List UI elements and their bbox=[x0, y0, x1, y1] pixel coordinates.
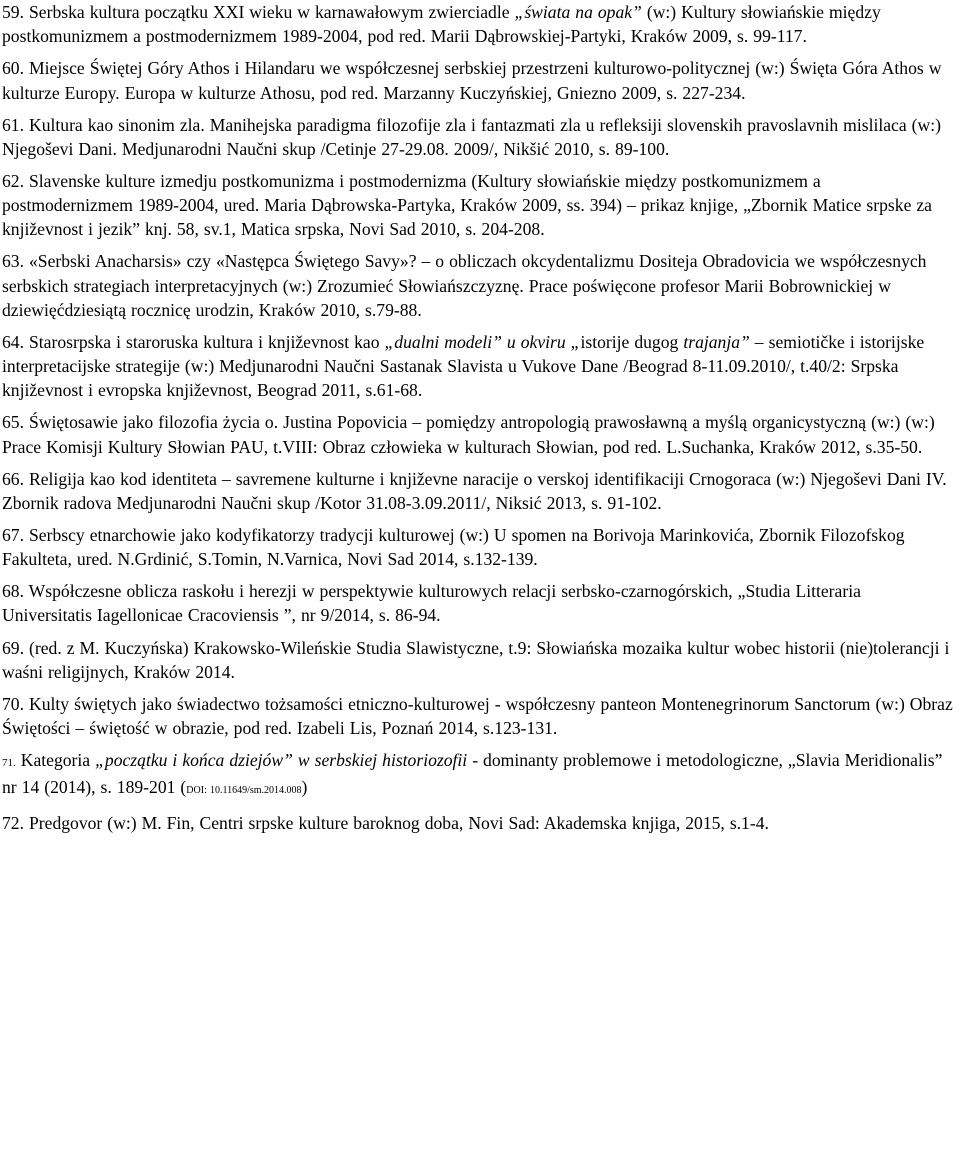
entry-text: Kultura kao sinonim zla. Manihejska paradigma filozofije zla i fantazmati zla u refleksiji slovenskih pravoslavnih mislilaca (w:) Njegoševi Dani. Medjunarodni Naučni skup /Cetinje 27-29.08. 2009/, Nikšić 2010, s. 89-100. bbox=[2, 114, 941, 159]
entry-text: Starosrpska i staroruska kultura i književnost kao bbox=[24, 331, 385, 352]
entry-text: DOI: 10.11649/sm.2014.008 bbox=[186, 785, 302, 797]
entry-text-italic: „dualni modeli” u okviru „ bbox=[384, 331, 581, 352]
entry-text: Kategoria bbox=[15, 750, 96, 771]
entry-text: Kulty świętych jako świadectwo tożsamości etniczno-kulturowej - współczesny panteon Montenegrinorum Sanctorum (w:) Obraz Świętości – świętość w obrazie, pod red. Izabeli Lis, Poznań 2014, s.123-131. bbox=[2, 693, 953, 739]
entry-text: (red. z M. Kuczyńska) Krakowsko-Wileńskie Studia Slawistyczne, t.9: Słowiańska mozaika kultur wobec historii (nie)tolerancji i waśni religijnych, Kraków 2014. bbox=[2, 637, 950, 682]
bibliography-entry bbox=[2, 410, 954, 458]
entry-number: 62. bbox=[2, 170, 24, 191]
bibliography-entry bbox=[2, 0, 954, 48]
entry-text: Serbska kultura początku XXI wieku w karnawałowym zwierciadle bbox=[24, 2, 515, 22]
bibliography-entry bbox=[2, 249, 954, 322]
entry-text: istorije dugog bbox=[580, 331, 684, 352]
entry-text: Świętosawie jako filozofia życia o. Justina Popovicia – pomiędzy antropologią prawosławną a myślą organicystyczną (w:) (w:) Prace Komisji Kultury Słowian PAU, t.VIII: Obraz człowieka w kulturach Słowian, pod red. L.Suchanka, Kraków 2012, s.35-50. bbox=[2, 412, 935, 457]
entry-number: 66. bbox=[2, 468, 24, 489]
bibliography-entry bbox=[2, 56, 954, 104]
entry-number: 61. bbox=[2, 114, 24, 135]
entry-number: 65. bbox=[2, 412, 24, 433]
entry-number: 71. bbox=[2, 757, 16, 770]
bibliography-entry bbox=[2, 748, 954, 803]
entry-text-italic: „świata na opak” bbox=[514, 2, 642, 22]
entry-text: «Serbski Anacharsis» czy «Następca Świętego Savy»? – o obliczach okcydentalizmu Dositeja Obradovicia we współczesnych serbskich strategiach interpretacyjnych (w:) Zrozumieć Słowiańszczyznę. Prace poświęcone profesor Marii Bobrownickiej w dziewięćdziesiątą rocznicę urodzin, Kraków 2010, s.79-88. bbox=[2, 251, 927, 320]
entry-number: 68. bbox=[2, 581, 24, 602]
bibliography-entry bbox=[2, 330, 954, 403]
bibliography-entry bbox=[2, 467, 954, 515]
bibliography-entry bbox=[2, 523, 954, 571]
entry-text-italic: trajanja” bbox=[683, 331, 750, 352]
entry-number: 64. bbox=[2, 331, 24, 352]
entry-text: Religija kao kod identiteta – savremene kulturne i književne naracije o verskoj identifikaciji Crnogoraca (w:) Njegoševi Dani IV. Zbornik radova Medjunarodni Naučni skup /Kotor 31.08-3.09.2011/, Niksić 2013, s. 91-102. bbox=[2, 468, 947, 513]
entry-text: Współczesne oblicza raskołu i herezji w perspektywie kulturowych relacji serbsko-czarnogórskich, „Studia Litteraria Universitatis Iagellonicae Cracoviensis ”, nr 9/2014, s. 86-94. bbox=[2, 581, 861, 626]
entry-text: (w:) Kultury słowiańskie między postkomunizmem a postmodernizmem 1989-2004, pod red. Marii Dąbrowskiej-Partyki, Kraków 2009, s. 99-117. bbox=[2, 2, 881, 47]
bibliography-entry bbox=[2, 636, 954, 684]
entry-text: – semiotičke i istorijske interpretacijske strategije (w:) Medjunarodni Naučni Sastanak Slavista u Vukove Dane /Beograd 8-11.09.2010/, t.40/2: Srpska književnost i evropska književnost, Beograd 2011, s.61-68. bbox=[2, 331, 925, 401]
entry-text: Miejsce Świętej Góry Athos i Hilandaru we współczesnej serbskiej przestrzeni kulturowo-politycznej (w:) Święta Góra Athos w kulturze Europy. Europa w kulturze Athosu, pod red. Marzanny Kuczyńskiej, Gniezno 2009, s. 227-234. bbox=[2, 58, 942, 103]
entry-number: 59. bbox=[2, 2, 24, 22]
entry-text-italic: „początku i końca dziejów” w serbskiej historiozofii bbox=[95, 750, 468, 771]
entry-text: ) bbox=[301, 777, 308, 798]
entry-text: Serbscy etnarchowie jako kodyfikatorzy tradycji kulturowej (w:) U spomen na Borivoja Marinkovića, Zbornik Filozofskog Fakulteta, ured. N.Grdinić, S.Tomin, N.Varnica, Novi Sad 2014, s.132-139. bbox=[2, 524, 905, 570]
bibliography-entry bbox=[2, 169, 954, 242]
entry-text: Slavenske kulture izmedju postkomunizma i postmodernizma (Kultury słowiańskie między postkomunizmem a postmodernizmem 1989-2004, ured. Maria Dąbrowska-Partyka, Kraków 2009, ss. 394) – prikaz knjige, „Zbornik Matice srpske za književnost i jezik” knj. 58, sv.1, Matica srpska, Novi Sad 2010, s. 204-208. bbox=[2, 170, 932, 240]
bibliography-entry bbox=[2, 579, 954, 627]
entry-number: 72. bbox=[2, 813, 24, 834]
entry-number: 63. bbox=[2, 251, 24, 272]
entry-text: - dominanty problemowe i metodologiczne, „Slavia Meridionalis” nr 14 (2014), s. 189-201 ( bbox=[2, 750, 943, 798]
bibliography-list bbox=[2, 0, 954, 836]
bibliography-entry bbox=[2, 811, 954, 835]
entry-number: 69. bbox=[2, 637, 24, 658]
bibliography-entry bbox=[2, 113, 954, 161]
entry-number: 60. bbox=[2, 58, 24, 79]
bibliography-entry bbox=[2, 692, 954, 740]
entry-number: 67. bbox=[2, 524, 24, 545]
entry-number: 70. bbox=[2, 693, 24, 714]
entry-text: Predgovor (w:) M. Fin, Centri srpske kulture baroknog doba, Novi Sad: Akademska knjiga, 2015, s.1-4. bbox=[24, 813, 769, 834]
